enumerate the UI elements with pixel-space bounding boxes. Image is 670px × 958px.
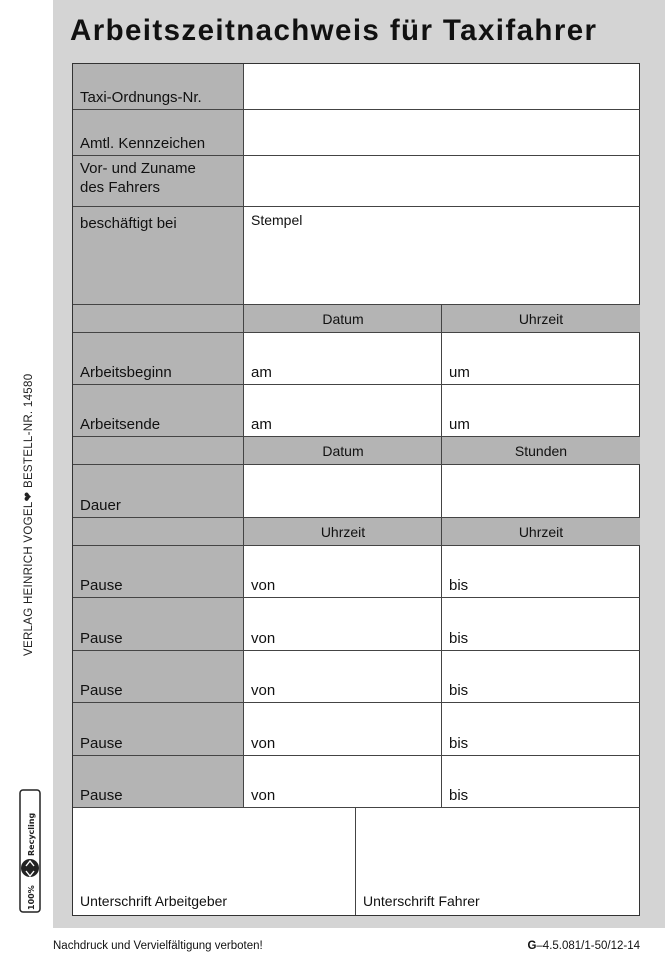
field-beginn-uhrzeit[interactable]: um [449,364,470,381]
header-uhrzeit-1: Uhrzeit [442,305,640,333]
header-uhrzeit-bis: Uhrzeit [442,518,640,546]
field-pause-4-von[interactable]: von [251,735,276,752]
grid-line [73,384,640,385]
header-blank-1 [73,305,244,333]
grid-line [73,464,640,465]
header-uhrzeit-von: Uhrzeit [244,518,442,546]
label-taxi-nr: Taxi-Ordnungs-Nr. [73,64,244,110]
recycling-icon [14,788,46,916]
grid-line [73,517,640,518]
field-pause-3-von[interactable]: von [251,682,276,699]
field-pause-1-bis[interactable]: bis [449,577,469,594]
svg-text:Recycling: Recycling [27,812,36,856]
field-pause-5-bis[interactable]: bis [449,787,469,804]
grid-line [73,702,640,703]
grid-line [73,206,640,207]
footer-code-prefix: G [527,940,537,952]
header-stunden: Stunden [442,437,640,465]
label-pause-2: Pause [73,598,244,651]
timesheet-form [72,63,640,916]
field-ende-uhrzeit[interactable]: um [449,416,470,433]
grid-line [73,597,640,598]
grid-line [73,545,640,546]
header-blank-2 [73,437,244,465]
field-pause-2-bis[interactable]: bis [449,630,469,647]
grid-line [73,155,640,156]
field-pause-3-bis[interactable]: bis [449,682,469,699]
header-blank-3 [73,518,244,546]
header-datum-2: Datum [244,437,442,465]
field-ende-datum[interactable]: am [251,416,272,433]
publisher-side-text: VERLAG HEINRICH VOGEL❤ BESTELL-NR. 14580 [23,373,35,656]
label-name-line1: Vor- und Zuname [80,160,196,177]
field-beginn-datum[interactable]: am [251,364,272,381]
grid-line [73,650,640,651]
footer-copyright: Nachdruck und Vervielfältigung verboten! [53,940,263,952]
grid-line [73,755,640,756]
label-kennzeichen: Amtl. Kennzeichen [73,110,244,156]
label-dauer: Dauer [73,465,244,518]
field-pause-5-von[interactable]: von [251,787,276,804]
grid-line [355,808,356,915]
signature-fahrer[interactable]: Unterschrift Fahrer [363,893,480,909]
field-kennzeichen[interactable] [244,110,640,156]
header-datum-1: Datum [244,305,442,333]
footer-code [527,940,640,952]
grid-line [73,109,640,110]
grid-line [73,436,640,437]
page-title: Arbeitszeitnachweis für Taxifahrer [70,14,598,47]
grid-line [441,305,442,808]
field-dauer-datum[interactable] [244,465,442,518]
label-beschaeftigt: beschäftigt bei [73,207,244,305]
label-name [73,156,244,207]
label-arbeitsbeginn: Arbeitsbeginn [73,333,244,385]
label-name-line2: des Fahrers [80,179,161,196]
stempel-label: Stempel [251,212,303,228]
field-name[interactable] [244,156,640,207]
svg-text:100%: 100% [27,885,36,910]
grid-line [73,304,640,305]
signature-arbeitgeber[interactable]: Unterschrift Arbeitgeber [80,893,228,909]
label-pause-4: Pause [73,703,244,756]
grid-line [73,807,640,808]
grid-line [73,332,640,333]
label-pause-3: Pause [73,651,244,703]
footer-code-number: –4.5.081/1-50/12-14 [536,940,640,952]
label-arbeitsende: Arbeitsende [73,385,244,437]
field-pause-2-von[interactable]: von [251,630,276,647]
label-pause-5: Pause [73,756,244,808]
field-taxi-nr[interactable] [244,64,640,110]
label-pause-1: Pause [73,546,244,598]
field-stempel[interactable] [244,207,640,305]
field-pause-1-von[interactable]: von [251,577,276,594]
field-dauer-stunden[interactable] [442,465,640,518]
field-pause-4-bis[interactable]: bis [449,735,469,752]
